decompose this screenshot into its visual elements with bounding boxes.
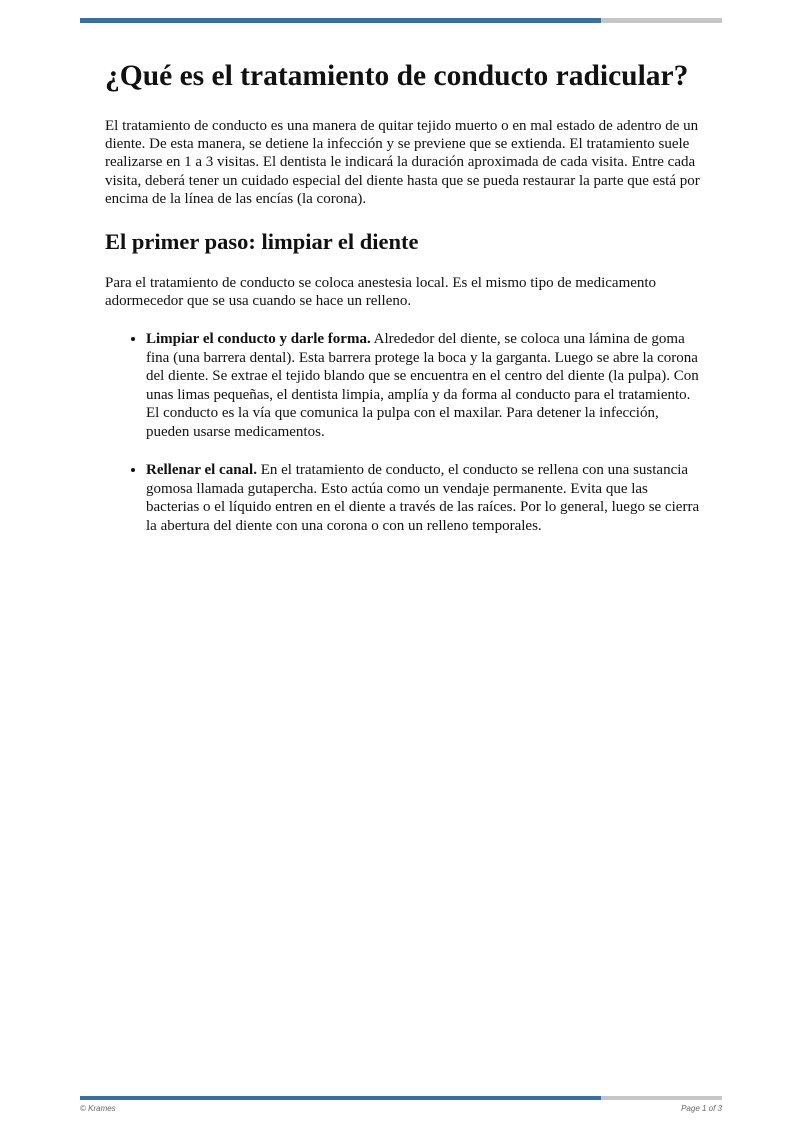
header-rule-gray (601, 18, 722, 23)
section-intro-paragraph: Para el tratamiento de conducto se coloca anestesia local. Es el mismo tipo de medicamento adormecedor que se usa cuando se hace un relleno. (105, 275, 657, 310)
list-item-text: Alrededor del diente, se coloca una lámina de goma fina (una barrera dental). Esta barrera protege la boca y la garganta. Luego se abre la corona del diente. Se extrae el tejido blando que se encuentra en el centro del diente (la pulpa). Con unas limas pequeñas, el dentista limpia, amplía y da forma al conducto para el tratamiento. El conducto es la vía que comunica la pulpa con el maxilar. Para detener la infección, pueden usarse medicamentos. (146, 331, 699, 440)
page-title: ¿Qué es el tratamiento de conducto radicular? (105, 60, 689, 92)
document-body (105, 58, 700, 555)
list-item (146, 461, 700, 535)
header-rule-accent (80, 18, 601, 23)
list-item-title: Limpiar el conducto y darle forma. (146, 331, 371, 348)
footer-page-number: Page 1 of 3 (681, 1104, 722, 1113)
footer-copyright: © Krames (80, 1104, 116, 1113)
list-item-text: En el tratamiento de conducto, el conducto se rellena con una sustancia gomosa llamada gutapercha. Esto actúa como un vendaje permanente. Evita que las bacterias o el líquido entren en el diente a través de las raíces. Por lo general, luego se cierra la abertura del diente con una corona o con un relleno temporales. (146, 462, 700, 534)
steps-list (105, 330, 700, 535)
list-item-title: Rellenar el canal. (146, 462, 257, 479)
list-item (146, 330, 700, 441)
footer-rule-gray (601, 1096, 722, 1100)
footer-rule (80, 1096, 722, 1100)
section-heading: El primer paso: limpiar el diente (105, 229, 419, 255)
intro-paragraph: El tratamiento de conducto es una manera de quitar tejido muerto o en mal estado de adentro de un diente. De esta manera, se detiene la infección y se previene que se extienda. El tratamiento suele realizarse en 1 a 3 visitas. El dentista le indicará la duración aproximada de cada visita. Entre cada visita, deberá tener un cuidado especial del diente hasta que se pueda restaurar la parte que está por encima de la línea de las encías (la corona). (105, 118, 700, 207)
header-rule (80, 18, 722, 23)
footer-rule-accent (80, 1096, 601, 1100)
